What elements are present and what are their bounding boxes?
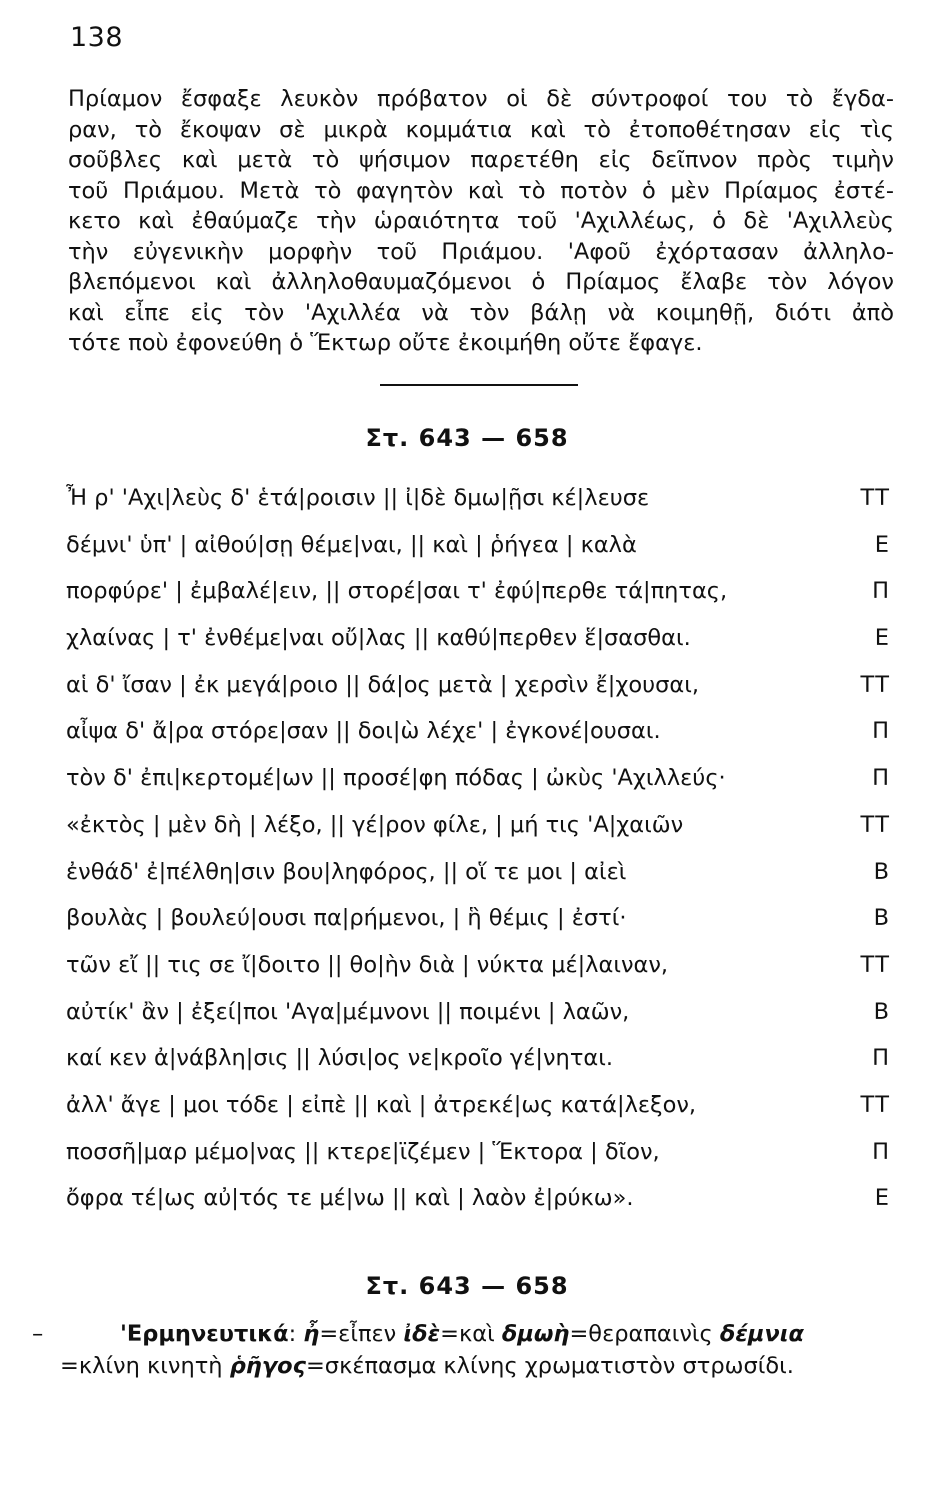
verse-line [66,571,894,618]
verse-text: αὐτίκ' ἂν | ἐξεί|ποι 'Αγα|μέμνονι || ποιμένι | λαῶν, [66,998,630,1025]
prose-line: τὴν εὐγενικὴν μορφὴν τοῦ Πριάμου. 'Αφοῦ ἐχόρτασαν ἀλληλο- [68,238,894,265]
verse-text: χλαίνας | τ' ἐνθέμε|ναι οὔ|λας || καθύ|περθεν ἕ|σασθαι. [66,625,691,652]
verse-text: ἐνθάδ' ἐ|πέλθη|σιν βου|ληφόρος, || οἵ τε μοι | αἰεὶ [66,858,627,885]
verse-text: ἀλλ' ἄγε | μοι τόδε | εἰπὲ || καὶ | ἀτρεκέ|ως κατά|λεξον, [66,1091,697,1118]
note-term: ῥῆγος [229,1353,306,1379]
verse-line [66,711,894,758]
verse-line [66,852,894,899]
verse-mark: ΤΤ [860,1091,890,1118]
verse-mark: Ε [874,1185,890,1212]
verse-line [66,805,894,852]
verse-text: αἶψα δ' ἄ|ρα στόρε|σαν || δοι|ὼ λέχε' | ἐγκονέ|ουσαι. [66,718,661,745]
prose-line: τότε ποὺ ἐφονεύθη ὁ Ἕκτωρ οὔτε ἐκοιμήθη οὔτε ἔφαγε. [68,330,703,356]
verse-line [66,758,894,805]
verse-line [66,525,894,572]
prose-line: τοῦ Πριάμου. Μετὰ τὸ φαγητὸν καὶ τὸ ποτὸν ὁ μὲν Πρίαμος ἐστέ- [68,177,894,204]
prose-line: Πρίαμον ἔσφαξε λευκὸν πρόβατον οἱ δὲ σύντροφοί του τὸ ἔγδα- [68,86,894,112]
note-colon: : [288,1321,304,1347]
verse-line [66,1178,894,1225]
note-term: ἰδὲ [403,1321,441,1347]
verse-line [66,478,894,525]
verse-text: ὄφρα τέ|ως αὐ|τός τε μέ|νω || καὶ | λαὸν ἐ|ρύκω». [66,1185,634,1212]
verse-text: τὸν δ' ἐπι|κερτομέ|ων || προσέ|φη πόδας | ὠκὺς 'Αχιλλεύς· [66,765,726,792]
verse-mark: Π [872,1045,890,1072]
verse-mark: Π [872,1138,890,1165]
verse-list [66,478,894,1225]
verse-line [66,1038,894,1085]
verse-line [66,898,894,945]
verse-text: Ἦ ρ' 'Αχι|λεὺς δ' ἑτά|ροισιν || ἰ|δὲ δμω|ῇσι κέ|λευσε [66,485,650,511]
verse-text: βουλὰς | βουλεύ|ουσι πα|ρήμενοι, | ἣ θέμις | ἐστί· [66,905,627,932]
section-heading-repeat: Στ. 643 — 658 [365,1272,569,1300]
note-line [60,1350,896,1382]
verse-mark: ΤΤ [860,671,890,698]
verse-text: αἱ δ' ἴσαν | ἐκ μεγά|ροιο || δά|ος μετὰ | χερσὶν ἔ|χουσαι, [66,671,699,698]
interpretation-note [32,1318,896,1382]
verse-mark: ΤΤ [860,951,890,978]
verse-mark: Π [872,718,890,745]
note-term: δέμνια [719,1321,804,1347]
verse-mark: Β [873,998,890,1025]
margin-dash: – [32,1321,44,1347]
note-definition: =εἶπεν [319,1321,404,1347]
note-term: δμωὴ [501,1321,570,1347]
verse-text: ποσσῆ|μαρ μέμο|νας || κτερε|ϊζέμεν | Ἕκτορα | δῖον, [66,1138,660,1165]
verse-mark: Ε [874,625,890,652]
verse-text: δέμνι' ὑπ' | αἰθού|σῃ θέμε|ναι, || καὶ | ῥήγεα | καλὰ [66,531,637,558]
verse-line [66,1132,894,1179]
note-label: 'Ερμηνευτικά [120,1321,289,1347]
prose-line: κετο καὶ ἐθαύμαζε τὴν ὡραιότητα τοῦ 'Αχιλλέως, ὁ δὲ 'Αχιλλεὺς [68,208,894,234]
prose-paragraph [68,84,894,359]
verse-text: «ἐκτὸς | μὲν δὴ | λέξο, || γέ|ρον φίλε, | μή τις 'Α|χαιῶν [66,811,684,838]
section-divider [380,384,578,386]
verse-mark: ΤΤ [860,485,890,511]
verse-line [66,665,894,712]
note-definition: =σκέπασμα κλίνης χρωματιστὸν στρωσίδι. [305,1353,794,1379]
note-definition: κλίνη κινητὴ [78,1353,230,1379]
verse-text: τῶν εἴ || τις σε ἴ|δοιτο || θο|ὴν διὰ | νύκτα μέ|λαιναν, [66,951,669,978]
verse-mark: Ε [874,531,890,558]
section-heading: Στ. 643 — 658 [365,424,569,452]
verse-mark: ΤΤ [860,811,890,838]
prose-line: βλεπόμενοι καὶ ἀλληλοθαυμαζόμενοι ὁ Πρίαμος ἔλαβε τὸν λόγον [68,269,894,295]
verse-mark: Π [872,578,890,605]
note-line [60,1318,896,1350]
verse-line [66,992,894,1039]
verse-line [66,945,894,992]
note-definition: =θεραπαινὶς [569,1321,720,1347]
verse-line [66,618,894,665]
prose-line: καὶ εἶπε εἰς τὸν 'Αχιλλέα νὰ τὸν βάλῃ νὰ κοιμηθῇ, διότι ἀπὸ [68,299,894,326]
verse-text: καί κεν ἀ|νάβλη|σις || λύσι|ος νε|κροῖο γέ|νηται. [66,1045,613,1072]
prose-line: σοῦβλες καὶ μετὰ τὸ ψήσιμον παρετέθη εἰς δεῖπνον πρὸς τιμὴν [68,147,894,173]
prose-line: ραν, τὸ ἔκοψαν σὲ μικρὰ κομμάτια καὶ τὸ ἐτοποθέτησαν εἰς τὶς [68,116,894,143]
verse-mark: Β [873,858,890,885]
page-number: 138 [70,22,124,53]
verse-text: πορφύρε' | ἐμβαλέ|ειν, || στορέ|σαι τ' ἐφύ|περθε τά|πητας, [66,578,728,605]
verse-mark: Β [873,905,890,932]
verse-mark: Π [872,765,890,792]
note-definition: =καὶ [440,1321,502,1347]
note-term: ἦ [303,1321,320,1347]
verse-line [66,1085,894,1132]
note-equals: = [60,1353,79,1379]
